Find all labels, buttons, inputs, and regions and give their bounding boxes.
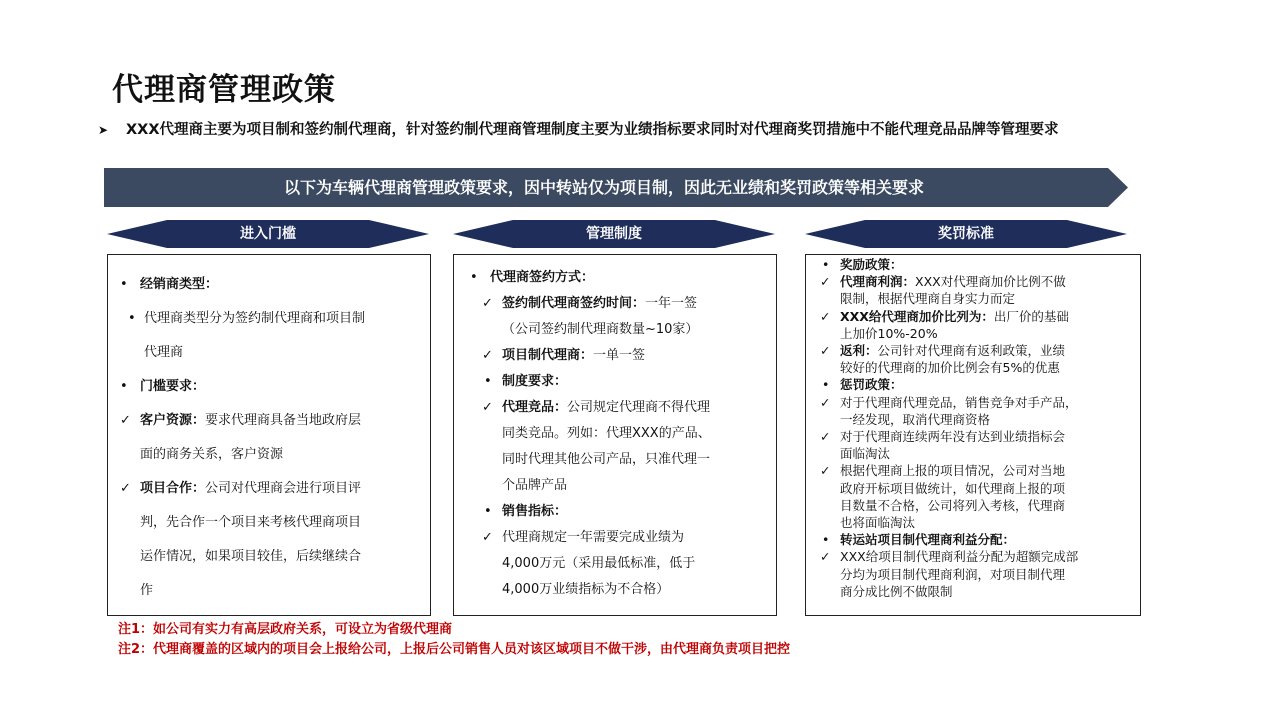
list-item: 4,000万业绩指标为不合格） xyxy=(502,582,670,597)
list-item: 同时代理其他公司产品，只准代理一 xyxy=(502,452,711,467)
list-item: 也将面临淘汰 xyxy=(840,515,916,531)
intro-paragraph xyxy=(98,118,1208,142)
list-item: 政府开标项目做统计，如代理商上报的项 xyxy=(840,480,1066,496)
list-item: ✓ 项目合作：公司对代理商会进行项目评 xyxy=(120,476,420,510)
column-header-management: 管理制度 xyxy=(453,220,775,248)
list-item: 运作情况，如果项目较佳，后续继续合 xyxy=(140,549,362,564)
list-item: ✓ 对于代理商代理竞品，销售竞争对手产品， xyxy=(820,394,1078,410)
list-item: ✓ 代理商规定一年需要完成业绩为 xyxy=(470,525,770,551)
list-item: 同类竞品。列如：代理XXX的产品、 xyxy=(502,426,711,441)
check-icon: ✓ xyxy=(820,394,831,410)
check-icon: ✓ xyxy=(120,481,131,496)
check-icon: ✓ xyxy=(120,413,131,428)
list-item: （公司签约制代理商数量~10家） xyxy=(502,322,699,337)
list-item: ✓ XXX给代理商加价比列为：出厂价的基础 xyxy=(820,308,1069,324)
list-item: • 销售指标： xyxy=(484,504,568,519)
note-2: 注2：代理商覆盖的区域内的项目会上报给公司，上报后公司销售人员对该区域项目不做干涉，由代理商负责项目把控 xyxy=(118,642,791,657)
list-item: 面的商务关系，客户资源 xyxy=(140,447,284,462)
list-item: ✓ 根据代理商上报的项目情况，公司对当地 xyxy=(820,463,1066,479)
list-item: • 转运站项目制代理商利益分配： xyxy=(822,532,1016,548)
reward-box xyxy=(805,254,1141,616)
list-item: ✓ 代理竞品：公司规定代理商不得代理 xyxy=(470,395,770,421)
check-icon: ✓ xyxy=(820,463,831,479)
list-item: 目数量不合格，公司将列入考核，代理商 xyxy=(840,497,1066,513)
check-icon: ✓ xyxy=(482,530,493,545)
footnotes xyxy=(118,620,790,660)
policy-banner xyxy=(104,168,1128,207)
list-item: • 代理商类型分为签约制代理商和项目制 xyxy=(128,311,366,326)
list-item: 4,000万元（采用最低标准，低于 xyxy=(502,556,696,571)
list-item: • 门槛要求： xyxy=(120,379,206,394)
list-item: ✓ 客户资源：要求代理商具备当地政府层 xyxy=(120,408,420,442)
list-item: 作 xyxy=(140,583,154,598)
list-item: 面临淘汰 xyxy=(840,446,891,462)
list-item: ✓ 返利：公司针对代理商有返利政策，业绩 xyxy=(820,343,1066,359)
arrow-bullet-icon: ➤ xyxy=(98,123,109,137)
column-header-entry: 进入门槛 xyxy=(107,220,429,248)
list-item: • 惩罚政策： xyxy=(822,377,903,393)
list-item: ✓ 代理商利润：XXX对代理商加价比例不做 xyxy=(820,274,1066,290)
check-icon: ✓ xyxy=(482,348,493,363)
check-icon: ✓ xyxy=(820,549,831,565)
banner-text: 以下为车辆代理商管理政策要求，因中转站仅为项目制，因此无业绩和奖罚政策等相关要求 xyxy=(283,178,924,197)
intro-text: XXX代理商主要为项目制和签约制代理商，针对签约制代理商管理制度主要为业绩指标要求同时对代理商奖罚措施中不能代理竞品品牌等管理要求 xyxy=(126,122,1059,138)
list-item: ✓ 签约制代理商签约时间：一年一签 xyxy=(470,291,770,317)
check-icon: ✓ xyxy=(820,343,831,359)
list-item: 个品牌产品 xyxy=(502,478,568,493)
list-item: ✓ 对于代理商连续两年没有达到业绩指标会 xyxy=(820,429,1066,445)
check-icon: ✓ xyxy=(820,274,831,290)
list-item: 限制，根据代理商自身实力而定 xyxy=(840,291,1016,307)
page-title: 代理商管理政策 xyxy=(112,72,336,108)
list-item: ✓ 项目制代理商：一单一签 xyxy=(470,343,770,369)
management-box xyxy=(453,254,777,616)
list-item: 分均为项目制代理商利润，对项目制代理 xyxy=(840,566,1066,582)
entry-box xyxy=(107,254,431,616)
list-item: 代理商 xyxy=(144,345,184,360)
list-item: • 奖励政策： xyxy=(822,257,903,272)
list-item: • 代理商签约方式： xyxy=(470,270,595,285)
list-item: 较好的代理商的加价比例会有5%的优惠 xyxy=(840,360,1060,376)
check-icon: ✓ xyxy=(820,308,831,324)
check-icon: ✓ xyxy=(820,429,831,445)
list-item: 判，先合作一个项目来考核代理商项目 xyxy=(140,515,362,530)
list-item: • 经销商类型： xyxy=(120,277,219,292)
note-1: 注1：如公司有实力有高层政府关系，可设立为省级代理商 xyxy=(118,622,453,637)
column-header-reward: 奖罚标准 xyxy=(805,220,1127,248)
list-item: ✓ XXX给项目制代理商利益分配为超额完成部 xyxy=(820,549,1079,565)
list-item: 一经发现，取消代理商资格 xyxy=(840,411,991,427)
list-item: 商分成比例不做限制 xyxy=(840,583,953,599)
check-icon: ✓ xyxy=(482,296,493,311)
check-icon: ✓ xyxy=(482,400,493,415)
list-item: • 制度要求： xyxy=(484,374,568,389)
list-item: 上加价10%-20% xyxy=(840,325,938,341)
